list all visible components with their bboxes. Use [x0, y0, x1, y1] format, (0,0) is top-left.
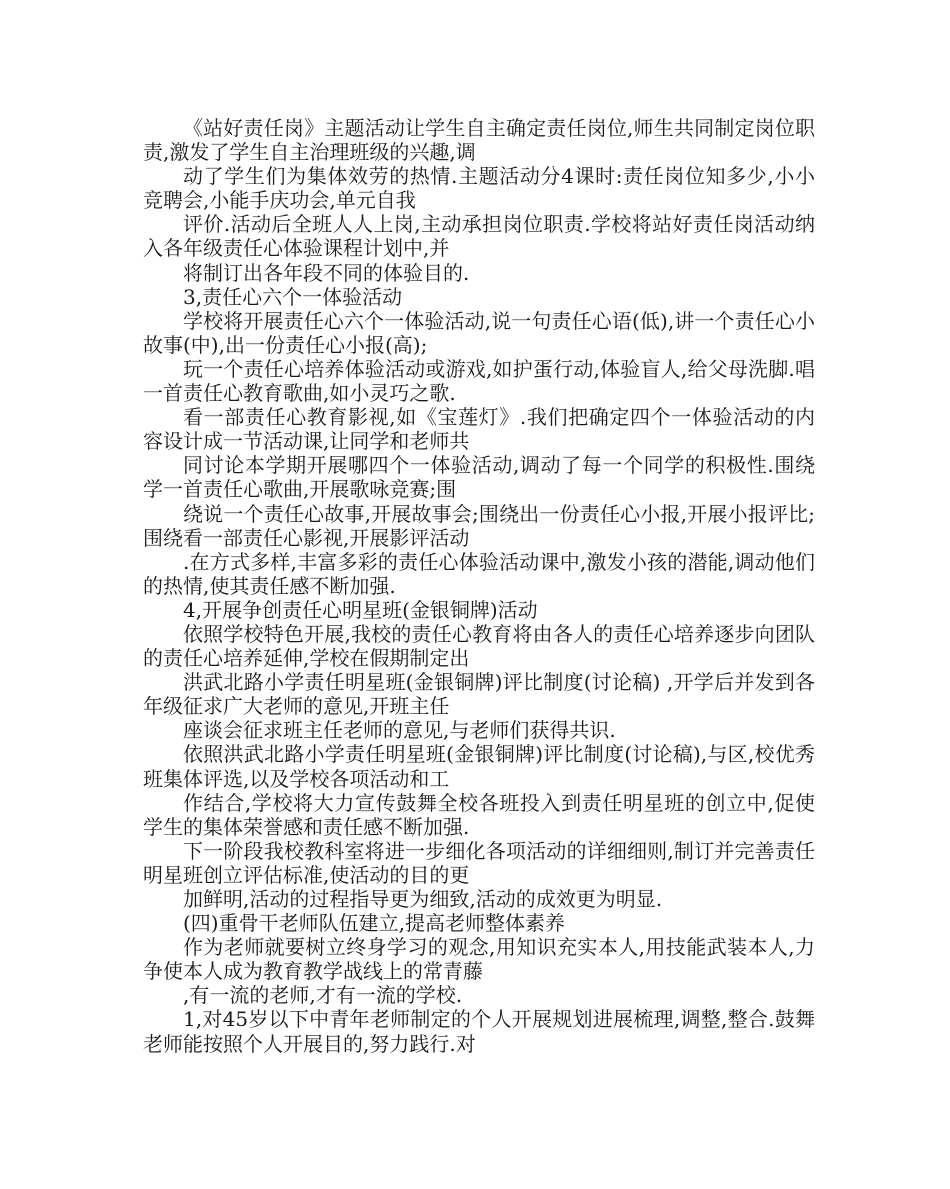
paragraph: 绕说一个责任心故事,开展故事会;围绕出一份责任心小报,开展小报评比;围绕看一部责任心影视,开展影评活动: [143, 501, 815, 550]
paragraph: 看一部责任心教育影视,如《宝莲灯》.我们把确定四个一体验活动的内容设计成一节活动课,让同学和老师共: [143, 405, 815, 454]
paragraph: 座谈会征求班主任老师的意见,与老师们获得共识.: [183, 718, 616, 743]
paragraph: 依照学校特色开展,我校的责任心教育将由各人的责任心培养逐步向团队的责任心培养延伸,学校在假期制定出: [143, 621, 815, 671]
paragraph: 下一阶段我校教科室将进一步细化各项活动的详细细则,制订并完善责任明星班创立评估标准,使活动的目的更: [143, 838, 815, 887]
paragraph: .在方式多样,丰富多彩的责任心体验活动课中,激发小孩的潜能,调动他们的热情,使其责任感不断加强.: [143, 549, 815, 598]
paragraph: 同讨论本学期开展哪四个一体验活动,调动了每一个同学的积极性.围绕学一首责任心歌曲,开展歌咏竞赛;围: [143, 453, 815, 502]
paragraph: 作结合,学校将大力宣传鼓舞全校各班投入到责任明星班的创立中,促使学生的集体荣誉感和责任感不断加强.: [143, 790, 815, 839]
document-body: [143, 116, 815, 1056]
paragraph: 玩一个责任心培养体验活动或游戏,如护蛋行动,体验盲人,给父母洗脚.唱一首责任心教育歌曲,如小灵巧之歌.: [143, 356, 815, 406]
section-heading: 3,责任心六个一体验活动: [183, 284, 403, 309]
paragraph: 学校将开展责任心六个一体验活动,说一句责任心语(低),讲一个责任心小故事(中),出一份责任心小报(高);: [143, 308, 815, 357]
paragraph: 动了学生们为集体效劳的热情.主题活动分4课时:责任岗位知多少,小小竞聘会,小能手庆功会,单元自我: [143, 164, 815, 213]
paragraph: 《站好责任岗》主题活动让学生自主确定责任岗位,师生共同制定岗位职责,激发了学生自主治理班级的兴趣,调: [143, 116, 815, 165]
paragraph: 依照洪武北路小学责任明星班(金银铜牌)评比制度(讨论稿),与区,校优秀班集体评选,以及学校各项活动和工: [143, 742, 815, 791]
paragraph: 作为老师就要树立终身学习的观念,用知识充实本人,用技能武装本人,力争使本人成为教育教学战线上的常青藤: [143, 935, 815, 984]
section-heading: 4,开展争创责任心明星班(金银铜牌)活动: [183, 597, 538, 622]
paragraph: 1,对45岁以下中青年老师制定的个人开展规划进展梳理,调整,整合.鼓舞老师能按照个人开展目的,努力践行.对: [143, 1007, 815, 1056]
paragraph: 加鲜明,活动的过程指导更为细致,活动的成效更为明显.: [183, 887, 663, 911]
paragraph: 洪武北路小学责任明星班(金银铜牌)评比制度(讨论稿) ,开学后并发到各年级征求广大老师的意见,开班主任: [143, 670, 815, 719]
paragraph: ,有一流的老师,才有一流的学校.: [183, 983, 463, 1008]
paragraph: 将制订出各年段不同的体验目的.: [183, 260, 470, 285]
section-heading: (四)重骨干老师队伍建立,提高老师整体素养: [183, 911, 565, 936]
paragraph: 评价.活动后全班人人上岗,主动承担岗位职责.学校将站好责任岗活动纳入各年级责任心体验课程计划中,并: [143, 212, 815, 261]
